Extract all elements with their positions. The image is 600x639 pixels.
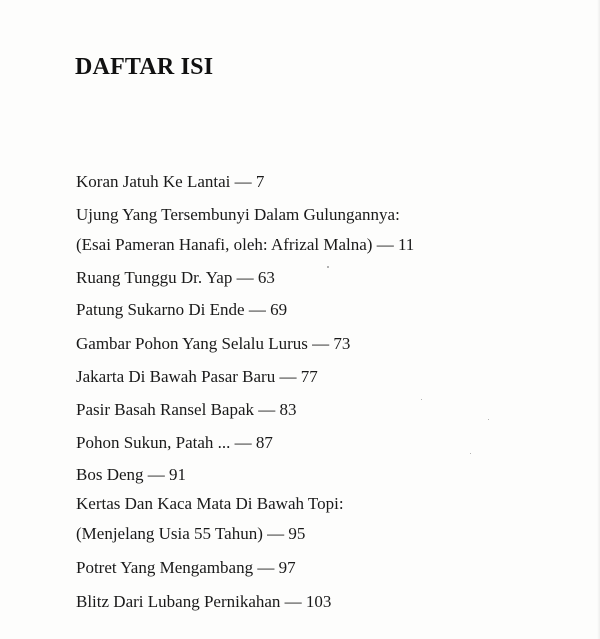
toc-entry: [76, 298, 576, 322]
toc-entry-text: Pohon Sukun, Patah ... — 87: [76, 433, 273, 452]
toc-entry: [76, 266, 576, 290]
toc-entry: [76, 492, 576, 546]
toc-entry-text: Jakarta Di Bawah Pasar Baru — 77: [76, 367, 318, 386]
toc-entry: [76, 203, 576, 257]
toc-entry: [76, 332, 576, 356]
toc-entry-text: Gambar Pohon Yang Selalu Lurus — 73: [76, 334, 351, 353]
scan-speck: [470, 453, 471, 454]
toc-entry-text: Ujung Yang Tersembunyi Dalam Gulungannya:: [76, 205, 400, 224]
toc-entry: [76, 170, 576, 194]
toc-entry-text: Potret Yang Mengambang — 97: [76, 558, 296, 577]
toc-entry-text: Ruang Tunggu Dr. Yap — 63: [76, 268, 275, 287]
toc-entry-text: Bos Deng — 91: [76, 465, 187, 484]
toc-entry-text-continued: (Esai Pameran Hanafi, oleh: Afrizal Malna) — 11: [76, 235, 415, 254]
toc-entry-text: Kertas Dan Kaca Mata Di Bawah Topi:: [76, 494, 344, 513]
toc-entry: [76, 556, 576, 580]
page-title: DAFTAR ISI: [75, 54, 214, 80]
scan-speck: [488, 419, 489, 420]
toc-entry-text: Blitz Dari Lubang Pernikahan — 103: [76, 592, 332, 611]
toc-entry-text-continued: (Menjelang Usia 55 Tahun) — 95: [76, 524, 306, 543]
scan-speck: [327, 266, 329, 268]
toc-entry-text: Patung Sukarno Di Ende — 69: [76, 300, 288, 319]
toc-entry: [76, 431, 576, 455]
toc-entry-text: Koran Jatuh Ke Lantai — 7: [76, 172, 265, 191]
toc-entry: [76, 398, 576, 422]
scan-speck: [421, 399, 422, 400]
table-of-contents: [76, 170, 576, 614]
toc-entry: [76, 365, 576, 389]
toc-entry: [76, 590, 576, 614]
toc-entry: [76, 463, 576, 487]
toc-entry-text: Pasir Basah Ransel Bapak — 83: [76, 400, 297, 419]
